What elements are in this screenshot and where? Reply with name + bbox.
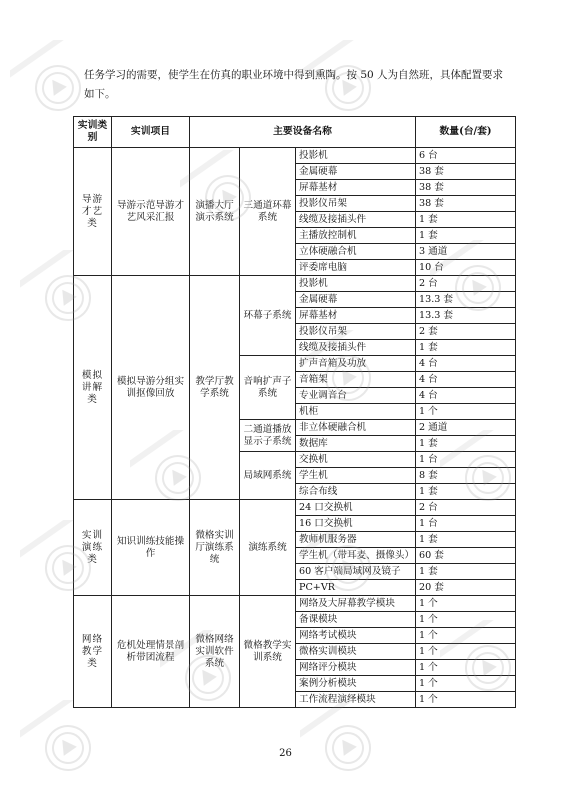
quantity-cell: 38 套	[416, 180, 516, 196]
device-name-cell: 16 口交换机	[296, 516, 416, 532]
device-name-cell: 非立体硬融合机	[296, 420, 416, 436]
device-name-cell: 音箱架	[296, 372, 416, 388]
project-cell: 导游示范导游才艺风采汇报	[112, 148, 190, 276]
device-name-cell: 专业调音台	[296, 388, 416, 404]
device-name-cell: 综合布线	[296, 484, 416, 500]
device-name-cell: 机柜	[296, 404, 416, 420]
system-cell: 演播大厅演示系统	[190, 148, 240, 276]
intro-paragraph	[84, 66, 514, 104]
quantity-cell: 60 套	[416, 548, 516, 564]
quantity-cell: 1 套	[416, 228, 516, 244]
system-cell: 教学厅教学系统	[190, 276, 240, 500]
table-body	[74, 148, 516, 708]
device-name-cell: 线缆及接插头件	[296, 340, 416, 356]
quantity-cell: 1 个	[416, 596, 516, 612]
quantity-cell: 4 台	[416, 388, 516, 404]
device-name-cell: 备课模块	[296, 612, 416, 628]
quantity-cell: 38 套	[416, 196, 516, 212]
device-name-cell: 学生机	[296, 468, 416, 484]
quantity-cell: 1 套	[416, 484, 516, 500]
category-cell: 导游才艺类	[74, 148, 112, 276]
quantity-cell: 1 套	[416, 532, 516, 548]
device-name-cell: 投影仪吊架	[296, 196, 416, 212]
device-name-cell: 交换机	[296, 452, 416, 468]
subsystem-cell: 二通道播放显示子系统	[240, 420, 296, 452]
quantity-cell: 1 套	[416, 436, 516, 452]
device-name-cell: 屏幕基材	[296, 308, 416, 324]
quantity-cell: 8 套	[416, 468, 516, 484]
header-category: 实训类别	[74, 117, 112, 148]
device-name-cell: 教师机服务器	[296, 532, 416, 548]
quantity-cell: 1 个	[416, 404, 516, 420]
device-name-cell: 数据库	[296, 436, 416, 452]
quantity-cell: 1 套	[416, 340, 516, 356]
device-name-cell: 评委席电脑	[296, 260, 416, 276]
table-row	[74, 596, 516, 612]
device-name-cell: 投影机	[296, 148, 416, 164]
quantity-cell: 4 台	[416, 356, 516, 372]
device-name-cell: 金属硬幕	[296, 292, 416, 308]
device-name-cell: 线缆及接插头件	[296, 212, 416, 228]
device-name-cell: 网络及大屏幕教学模块	[296, 596, 416, 612]
subsystem-cell: 音响扩声子系统	[240, 356, 296, 420]
table-row	[74, 500, 516, 516]
system-cell: 微格网络实训软件系统	[190, 596, 240, 708]
quantity-cell: 13.3 套	[416, 308, 516, 324]
quantity-cell: 10 台	[416, 260, 516, 276]
device-name-cell: 金属硬幕	[296, 164, 416, 180]
quantity-cell: 3 通道	[416, 244, 516, 260]
subsystem-cell: 演练系统	[240, 500, 296, 596]
quantity-cell: 1 个	[416, 660, 516, 676]
quantity-cell: 1 台	[416, 452, 516, 468]
quantity-cell: 1 套	[416, 564, 516, 580]
header-project: 实训项目	[112, 117, 190, 148]
quantity-cell: 20 套	[416, 580, 516, 596]
project-cell: 危机处理情景剖析带团流程	[112, 596, 190, 708]
quantity-cell: 1 个	[416, 628, 516, 644]
quantity-cell: 2 台	[416, 500, 516, 516]
quantity-cell: 6 台	[416, 148, 516, 164]
device-name-cell: 立体硬融合机	[296, 244, 416, 260]
device-name-cell: 主播放控制机	[296, 228, 416, 244]
project-cell: 模拟导游分组实训抠像回放	[112, 276, 190, 500]
quantity-cell: 2 台	[416, 276, 516, 292]
device-name-cell: 扩声音箱及功放	[296, 356, 416, 372]
quantity-cell: 2 通道	[416, 420, 516, 436]
equipment-table	[73, 116, 516, 708]
device-name-cell: 学生机（带耳麦、摄像头）	[296, 548, 416, 564]
intro-line-1: 任务学习的需要，使学生在仿真的职业环境中得到熏陶。按 50 人为自然班，具体配置要求	[84, 69, 504, 81]
device-name-cell: 工作流程演绎模块	[296, 692, 416, 708]
device-name-cell: 60 客户端局域网及镜子	[296, 564, 416, 580]
device-name-cell: 投影机	[296, 276, 416, 292]
quantity-cell: 1 个	[416, 612, 516, 628]
device-name-cell: PC+VR	[296, 580, 416, 596]
device-name-cell: 投影仪吊架	[296, 324, 416, 340]
table-header-row	[74, 117, 516, 148]
quantity-cell: 1 个	[416, 644, 516, 660]
device-name-cell: 微格实训模块	[296, 644, 416, 660]
project-cell: 知识训练技能操作	[112, 500, 190, 596]
table-row	[74, 276, 516, 292]
quantity-cell: 1 台	[416, 516, 516, 532]
intro-line-2: 如下。	[84, 88, 116, 100]
device-name-cell: 网络评分模块	[296, 660, 416, 676]
system-cell: 微格实训厅演练系统	[190, 500, 240, 596]
quantity-cell: 4 台	[416, 372, 516, 388]
subsystem-cell: 环幕子系统	[240, 276, 296, 356]
subsystem-cell: 三通道环幕系统	[240, 148, 296, 276]
quantity-cell: 1 个	[416, 676, 516, 692]
device-name-cell: 24 口交换机	[296, 500, 416, 516]
quantity-cell: 13.3 套	[416, 292, 516, 308]
quantity-cell: 1 套	[416, 212, 516, 228]
category-cell: 模拟讲解类	[74, 276, 112, 500]
subsystem-cell: 微格教学实训系统	[240, 596, 296, 708]
quantity-cell: 2 套	[416, 324, 516, 340]
header-quantity: 数量(台/套)	[416, 117, 516, 148]
header-equipment: 主要设备名称	[190, 117, 416, 148]
quantity-cell: 38 套	[416, 164, 516, 180]
device-name-cell: 网络考试模块	[296, 628, 416, 644]
quantity-cell: 1 个	[416, 692, 516, 708]
device-name-cell: 屏幕基材	[296, 180, 416, 196]
device-name-cell: 案例分析模块	[296, 676, 416, 692]
category-cell: 实训演练类	[74, 500, 112, 596]
table-row	[74, 148, 516, 164]
category-cell: 网络教学类	[74, 596, 112, 708]
subsystem-cell: 局域网系统	[240, 452, 296, 500]
page-number: 26	[279, 748, 292, 759]
